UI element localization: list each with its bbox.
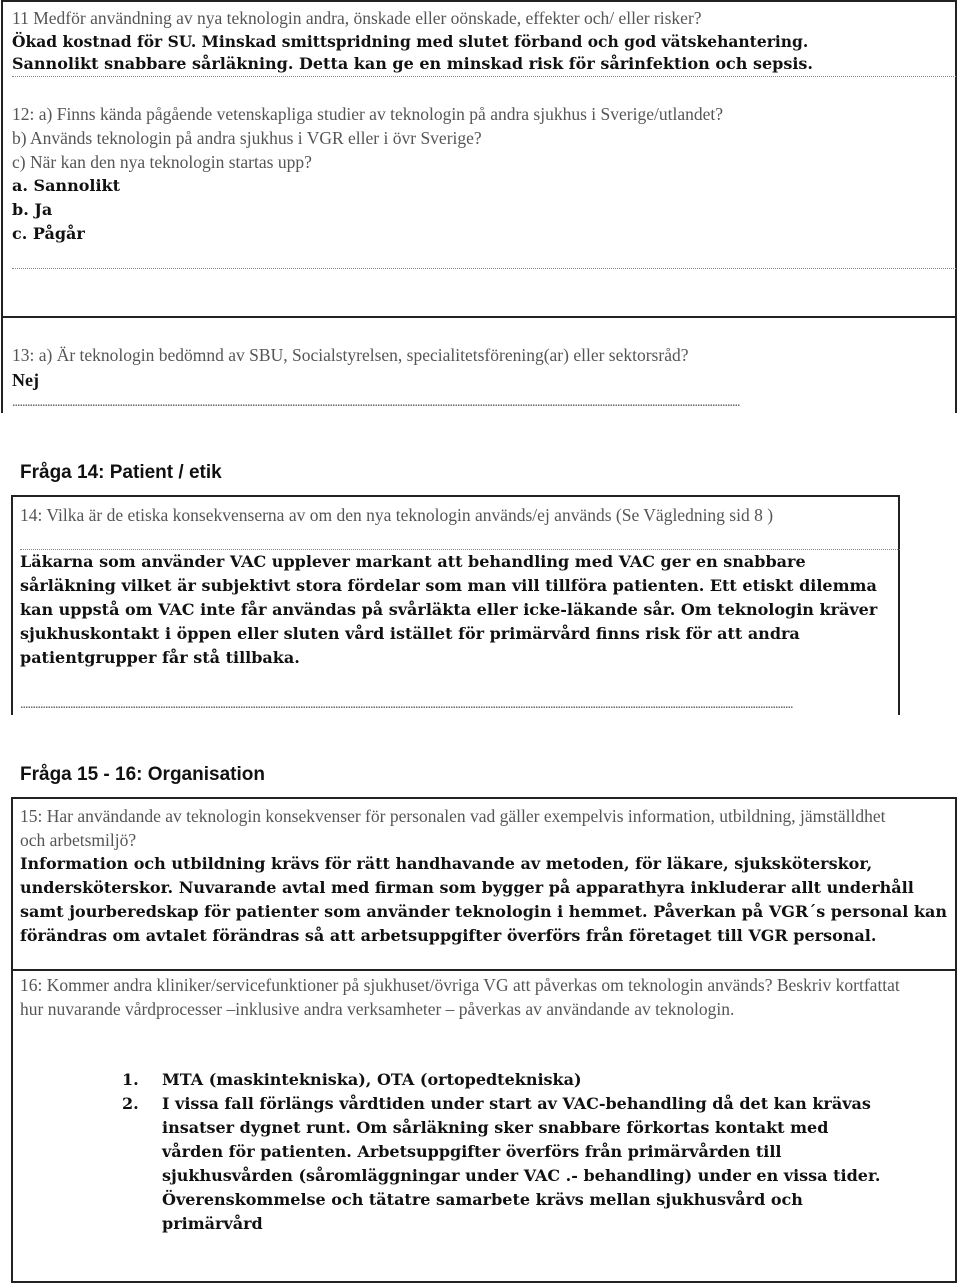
q12-answer-a: a. Sannolikt [12,176,120,195]
q13-answer: Nej [12,370,39,390]
q14-answer: Läkarna som använder VAC upplever markant att behandling med VAC ger en snabbare sårläkning vilket är subjektivt stora fördelar som man vill tillföra patienten. Ett etiskt dilemma kan uppstå om VAC inte får användas på svårläkta eller icke-läkande sår. Om teknologin kräver sjukhuskontakt i öppen eller sluten vård istället för primärvård finns risk för att andra patientgrupper får stå tillbaka. [20,552,878,667]
list-item-number: 1. [122,1070,139,1089]
q16-answer-list [122,1068,882,1236]
list-item [122,1092,882,1236]
section-15-16-heading: Fråga 15 - 16: Organisation [20,764,265,785]
q15-answer: Information och utbildning krävs för rätt handhavande av metoden, för läkare, sjuksköterskor, undersköterskor. Nuvarande avtal med firman som bygger på apparathyra inkluderar allt underhåll samt jourberedskap för patienter som använder teknologin i hemmet. Påverkan på VGR´s personal kan förändras om avtalet förändras så att arbetsuppgifter överförs från företaget till VGR personal. [20,854,948,945]
list-item-text: I vissa fall förlängs vårdtiden under start av VAC-behandling då det kan krävas insatser dygnet runt. Om sårläkning sker snabbare förkortas kontakt med vården för patienten. Arbetsuppgifter överförs från primärvården till sjukhusvården (såromläggningar under VAC .- behandling) under en vissa tider. Överenskommelse och tätatre samarbete krävs mellan sjukhusvård och primärvård [162,1094,881,1233]
q11-question: 11 Medför användning av nya teknologin andra, önskade eller oönskade, effekter och/ eller risker? [12,8,702,28]
q12-line-a: 12: a) Finns kända pågående vetenskapliga studier av teknologin på andra sjukhus i Sverige/utlandet? [12,104,723,124]
section-14-heading: Fråga 14: Patient / etik [20,462,222,483]
q12-answer-c: c. Pågår [12,224,85,243]
list-item [122,1068,882,1092]
top-table-border-top [1,0,957,2]
q14-dots: ..................................................................................................................................................................................................................................................................................................................... [20,698,793,712]
list-item-number: 2. [122,1094,139,1113]
q11-divider [12,76,956,77]
q15-bottom-border [11,969,957,971]
q14-question: 14: Vilka är de etiska konsekvenserna av om den nya teknologin används/ej används (Se Vägledning sid 8 ) [20,505,774,525]
q12-bottom-border [1,316,957,318]
q16-list [122,1068,882,1236]
q11-answer-line-1: Ökad kostnad för SU. Minskad smittspridning med slutet förband och god vätskehantering. [12,32,809,51]
q12-line-b: b) Används teknologin på andra sjukhus i VGR eller i övr Sverige? [12,128,482,148]
q12-line-c: c) När kan den nya teknologin startas upp? [12,152,312,172]
q16-question: 16: Kommer andra kliniker/servicefunktioner på sjukhuset/övriga VG att påverkas om teknologin används? Beskriv kortfattat hur nuvarande vårdprocesser –inklusive andra verksamheter – påverkas av användande av teknologin. [20,975,900,1019]
section-14-top-border [11,495,900,497]
q13-question: 13: a) Är teknologin bedömnd av SBU, Socialstyrelsen, specialitetsförening(ar) eller sektorsråd? [12,345,689,365]
section-15-16-top-border [11,797,957,799]
q13-dots: ................................................................................................................................................................................................................................................................................................... [12,396,740,410]
list-item-text: MTA (maskintekniska), OTA (ortopedtekniska) [162,1070,582,1089]
q12-answer-b: b. Ja [12,200,53,219]
q11-answer-line-2: Sannolikt snabbare sårläkning. Detta kan ge en minskad risk för sårinfektion och sepsis. [12,54,813,73]
q15-question: 15: Har användande av teknologin konsekvenser för personalen vad gäller exempelvis information, utbildning, jämställdhet och arbetsmiljö? [20,806,886,850]
q12-divider [12,268,956,269]
section-15-16-bottom-border [11,1281,957,1283]
